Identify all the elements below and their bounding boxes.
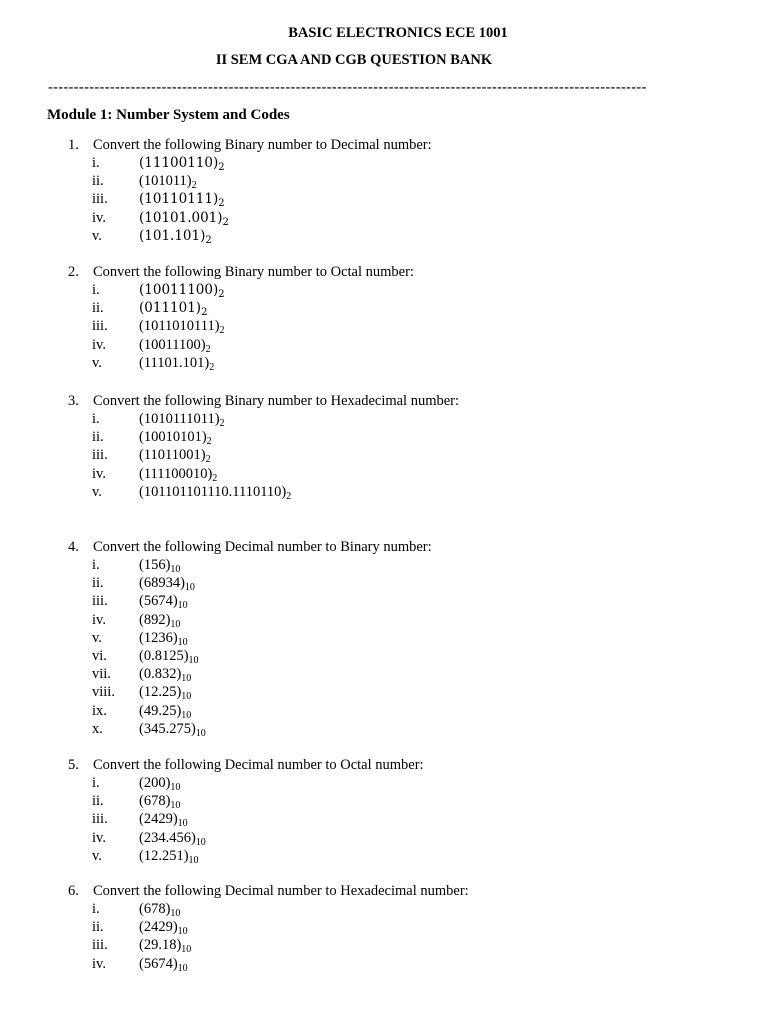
item-value (139, 683, 191, 701)
question-prompt (68, 136, 432, 154)
list-item (68, 190, 432, 208)
list-item (68, 847, 424, 865)
item-numeral: viii. (92, 684, 115, 701)
question-text: Convert the following Binary number to Decimal number: (93, 137, 432, 153)
list-item (68, 683, 432, 701)
base-subscript: 2 (218, 162, 225, 173)
number-text: (29.18) (139, 937, 182, 954)
item-numeral: iii. (92, 447, 108, 464)
base-subscript: 10 (195, 727, 206, 739)
item-value (139, 556, 180, 574)
question-3 (68, 392, 459, 501)
base-subscript: 10 (181, 944, 192, 956)
number-text: (678) (139, 793, 171, 810)
question-text: Convert the following Decimal number to Hexadecimal number: (93, 883, 469, 899)
base-subscript: 2 (191, 180, 197, 192)
item-value (139, 190, 225, 208)
item-numeral: ix. (92, 702, 107, 719)
number-text: (10101.001) (139, 209, 223, 226)
question-number: 5. (68, 757, 79, 773)
number-text: (1011010111) (139, 318, 220, 335)
question-number: 1. (68, 137, 79, 153)
number-text: (12.251) (139, 847, 189, 864)
base-subscript: 10 (170, 564, 181, 575)
base-subscript: 10 (170, 908, 181, 919)
item-numeral: iv. (92, 829, 106, 846)
module-heading: Module 1: Number System and Codes (47, 107, 290, 123)
item-value (139, 774, 180, 792)
item-value (139, 336, 211, 354)
number-text: (200) (139, 775, 171, 791)
question-number: 2. (68, 264, 79, 280)
number-text: (0.832) (139, 666, 182, 683)
item-numeral: iii. (92, 191, 108, 208)
item-numeral: vii. (92, 666, 111, 683)
number-text: (11011001) (139, 447, 206, 464)
base-subscript: 10 (170, 618, 181, 630)
base-subscript: 2 (218, 198, 225, 210)
item-value (139, 428, 212, 446)
base-subscript: 2 (205, 343, 211, 355)
number-text: (101.101) (139, 227, 206, 244)
base-subscript: 10 (177, 600, 188, 612)
question-prompt (68, 756, 424, 774)
item-numeral: vi. (92, 647, 107, 664)
item-numeral: iv. (92, 336, 106, 353)
list-item (68, 209, 432, 227)
item-value (139, 483, 291, 501)
question-text: Convert the following Decimal number to Octal number: (93, 757, 424, 773)
item-numeral: iii. (92, 318, 108, 335)
number-text: (111100010) (139, 465, 213, 482)
document-subtitle: II SEM CGA AND CGB QUESTION BANK (215, 52, 493, 68)
item-value (139, 720, 206, 738)
list-item (68, 574, 432, 592)
list-item (68, 299, 414, 317)
base-subscript: 2 (209, 361, 215, 373)
base-subscript: 2 (205, 234, 212, 246)
item-numeral: ii. (92, 919, 104, 936)
item-value (139, 209, 229, 227)
list-item (68, 354, 414, 372)
list-item (68, 556, 432, 574)
item-numeral: i. (92, 901, 100, 917)
base-subscript: 10 (170, 800, 181, 812)
item-value (139, 702, 191, 720)
base-subscript: 10 (177, 962, 188, 974)
question-prompt (68, 882, 469, 900)
item-numeral: iii. (92, 811, 108, 828)
number-text: (10011100) (139, 336, 206, 353)
number-text: (156) (139, 557, 171, 573)
item-numeral: i. (92, 411, 100, 427)
number-text: (234.456) (139, 829, 196, 846)
base-subscript: 2 (206, 436, 212, 448)
number-text: (892) (139, 611, 171, 628)
list-item (68, 720, 432, 738)
base-subscript: 10 (195, 836, 206, 848)
list-item (68, 936, 469, 954)
number-text: (11100110) (139, 155, 219, 171)
item-value (139, 792, 180, 810)
item-numeral: x. (92, 720, 103, 737)
list-item (68, 281, 414, 299)
base-subscript: 10 (188, 654, 199, 666)
item-numeral: iii. (92, 593, 108, 610)
base-subscript: 10 (181, 709, 192, 721)
item-value (139, 299, 207, 317)
question-prompt (68, 392, 459, 410)
list-item (68, 611, 432, 629)
item-numeral: ii. (92, 575, 104, 592)
number-text: (12.25) (139, 684, 182, 701)
number-text: (011101) (139, 300, 202, 317)
number-text: (10010101) (139, 429, 207, 446)
item-value (139, 918, 188, 936)
item-value (139, 317, 225, 335)
base-subscript: 2 (286, 490, 292, 502)
number-text: (1236) (139, 629, 178, 646)
number-text: (101011) (139, 173, 192, 190)
item-value (139, 592, 188, 610)
item-numeral: i. (92, 557, 100, 573)
base-subscript: 2 (219, 418, 225, 429)
item-numeral: v. (92, 227, 102, 244)
number-text: (10110111) (139, 191, 219, 208)
base-subscript: 2 (222, 216, 229, 228)
item-value (139, 936, 191, 954)
base-subscript: 2 (201, 307, 208, 319)
item-numeral: i. (92, 775, 100, 791)
item-value (139, 410, 225, 428)
item-numeral: i. (92, 282, 100, 298)
base-subscript: 2 (219, 325, 225, 337)
question-number: 6. (68, 883, 79, 899)
item-value (139, 665, 191, 683)
number-text: (10011100) (139, 282, 219, 298)
number-text: (101101101110.1110110) (139, 483, 287, 500)
item-numeral: ii. (92, 429, 104, 446)
number-text: (49.25) (139, 702, 182, 719)
item-value (139, 574, 195, 592)
question-1 (68, 136, 432, 245)
number-text: (345.275) (139, 720, 196, 737)
base-subscript: 10 (177, 818, 188, 830)
list-item (68, 702, 432, 720)
list-item (68, 900, 469, 918)
question-prompt (68, 263, 414, 281)
item-numeral: v. (92, 847, 102, 864)
list-item (68, 918, 469, 936)
question-2 (68, 263, 414, 372)
list-item (68, 665, 432, 683)
list-item (68, 154, 432, 172)
item-value (139, 847, 199, 865)
question-5 (68, 756, 424, 865)
base-subscript: 10 (181, 691, 192, 703)
dashed-separator: -------------------------------------------------------------------------------------------------------------------- (48, 80, 647, 95)
base-subscript: 2 (205, 454, 211, 466)
item-value (139, 829, 206, 847)
item-numeral: v. (92, 483, 102, 500)
item-numeral: i. (92, 155, 100, 171)
item-numeral: ii. (92, 173, 104, 190)
question-number: 3. (68, 393, 79, 409)
question-text: Convert the following Decimal number to Binary number: (93, 539, 432, 555)
base-subscript: 2 (218, 289, 225, 300)
base-subscript: 10 (188, 854, 199, 866)
list-item (68, 317, 414, 335)
question-6 (68, 882, 469, 973)
number-text: (11101.101) (139, 354, 210, 371)
list-item (68, 829, 424, 847)
item-value (139, 647, 199, 665)
item-value (139, 629, 188, 647)
list-item (68, 955, 469, 973)
list-item (68, 483, 459, 501)
item-value (139, 227, 212, 245)
base-subscript: 10 (177, 926, 188, 938)
item-value (139, 611, 180, 629)
base-subscript: 10 (177, 636, 188, 648)
number-text: (2429) (139, 811, 178, 828)
item-numeral: v. (92, 354, 102, 371)
item-value (139, 154, 225, 172)
item-value (139, 172, 197, 190)
item-value (139, 281, 225, 299)
list-item (68, 446, 459, 464)
question-number: 4. (68, 539, 79, 555)
list-item (68, 810, 424, 828)
list-item (68, 629, 432, 647)
item-value (139, 955, 188, 973)
item-value (139, 900, 180, 918)
document-title: BASIC ELECTRONICS ECE 1001 (288, 25, 508, 41)
number-text: (1010111011) (139, 411, 220, 427)
question-4 (68, 538, 432, 738)
number-text: (68934) (139, 575, 185, 592)
question-text: Convert the following Binary number to Hexadecimal number: (93, 393, 460, 409)
item-numeral: v. (92, 629, 102, 646)
list-item (68, 227, 432, 245)
list-item (68, 592, 432, 610)
item-value (139, 810, 188, 828)
item-numeral: iv. (92, 465, 106, 482)
item-numeral: iii. (92, 937, 108, 954)
item-numeral: ii. (92, 793, 104, 810)
list-item (68, 172, 432, 190)
item-numeral: ii. (92, 300, 104, 317)
number-text: (2429) (139, 919, 178, 936)
base-subscript: 10 (170, 782, 181, 793)
number-text: (678) (139, 901, 171, 917)
base-subscript: 10 (181, 673, 192, 685)
list-item (68, 336, 414, 354)
item-numeral: iv. (92, 955, 106, 972)
number-text: (5674) (139, 593, 178, 610)
item-value (139, 465, 217, 483)
base-subscript: 2 (212, 472, 218, 484)
list-item (68, 428, 459, 446)
number-text: (5674) (139, 955, 178, 972)
base-subscript: 10 (184, 582, 195, 594)
question-text: Convert the following Binary number to Octal number: (93, 264, 414, 280)
question-prompt (68, 538, 432, 556)
item-value (139, 354, 214, 372)
list-item (68, 774, 424, 792)
list-item (68, 465, 459, 483)
list-item (68, 410, 459, 428)
number-text: (0.8125) (139, 647, 189, 664)
item-value (139, 446, 211, 464)
item-numeral: iv. (92, 209, 106, 226)
item-numeral: iv. (92, 611, 106, 628)
list-item (68, 792, 424, 810)
list-item (68, 647, 432, 665)
